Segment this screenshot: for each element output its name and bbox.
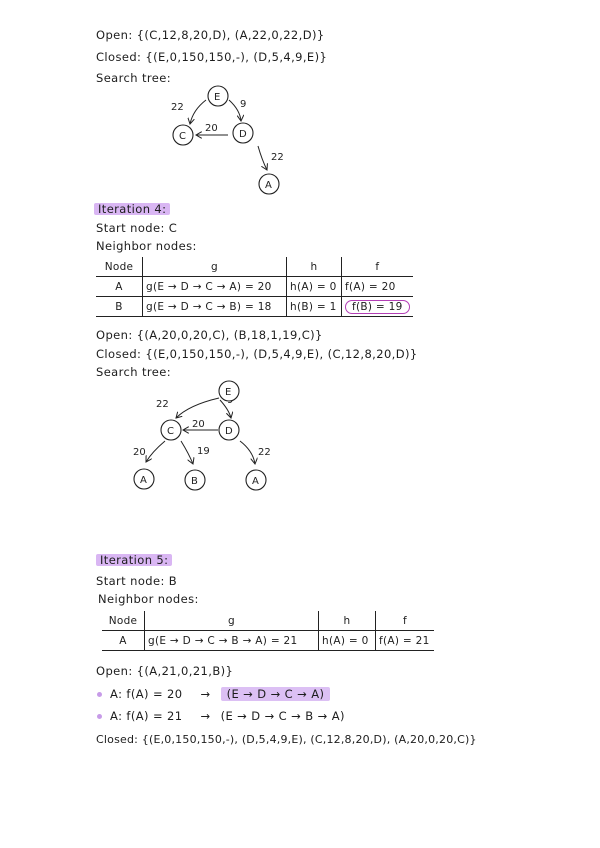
cell-g: g(E → D → C → B → A) = 21 <box>145 631 319 651</box>
tree-node <box>161 420 181 440</box>
cell-node: A <box>102 631 145 651</box>
search-tree-1 <box>171 86 284 194</box>
neighbor-nodes-label-4: Neighbor nodes: <box>96 239 197 253</box>
edge-label: 22 <box>156 399 169 410</box>
edge-d-a <box>258 146 267 170</box>
closed-list-1: Closed: {(E,0,150,150,-), (D,5,4,9,E)} <box>96 50 328 64</box>
svg-text:A: A <box>265 180 272 191</box>
neighbor-table-4 <box>96 257 413 317</box>
cell-node: A <box>96 277 143 297</box>
bullet-label: A: f(A) = 21 <box>110 709 183 723</box>
neighbor-table-5 <box>102 611 434 651</box>
edge-label: 9 <box>240 99 247 110</box>
edge-label: 20 <box>205 123 218 134</box>
iteration-5-title <box>96 553 172 567</box>
tree-node <box>219 381 239 401</box>
header-g: g <box>143 257 287 277</box>
tree-node <box>185 470 205 490</box>
edge-label: 22 <box>171 102 184 113</box>
cell-f: f(A) = 21 <box>376 631 435 651</box>
cell-h: h(B) = 1 <box>287 297 342 317</box>
iteration-4-title <box>94 202 170 216</box>
circled-min-f: f(B) = 19 <box>345 300 410 314</box>
edge-label: 20 <box>133 447 146 458</box>
table-header-row <box>96 257 413 277</box>
svg-text:A: A <box>252 476 259 487</box>
edge-c-b <box>181 441 193 464</box>
edge-label: 20 <box>192 419 205 430</box>
edge-c-a <box>146 441 165 462</box>
open-list-4: Open: {(A,20,0,20,C), (B,18,1,19,C)} <box>96 328 323 342</box>
cell-h: h(A) = 0 <box>319 631 376 651</box>
svg-text:C: C <box>167 426 174 437</box>
edge-label: 22 <box>271 152 284 163</box>
header-node: Node <box>96 257 143 277</box>
svg-text:D: D <box>239 129 247 140</box>
header-f: f <box>342 257 413 277</box>
edge-e-c <box>176 398 219 418</box>
bullet-item <box>97 687 330 701</box>
edge-d-a <box>240 441 255 464</box>
open-list-5: Open: {(A,21,0,21,B)} <box>96 664 234 678</box>
search-tree-label-4: Search tree: <box>96 365 171 379</box>
iteration-5-title-text: Iteration 5: <box>96 554 172 566</box>
cell-g: g(E → D → C → A) = 20 <box>143 277 287 297</box>
cell-g: g(E → D → C → B) = 18 <box>143 297 287 317</box>
tree-node <box>219 420 239 440</box>
header-h: h <box>287 257 342 277</box>
bullet-dot <box>97 692 102 697</box>
svg-text:D: D <box>225 426 233 437</box>
table-row <box>96 277 413 297</box>
tree-node <box>259 174 279 194</box>
table-row <box>96 297 413 317</box>
svg-text:E: E <box>214 92 221 103</box>
cell-f <box>342 297 413 317</box>
header-node: Node <box>102 611 145 631</box>
edge-e-c <box>190 100 206 124</box>
header-h: h <box>319 611 376 631</box>
tree-node <box>208 86 228 106</box>
header-g: g <box>145 611 319 631</box>
table-row <box>102 631 434 651</box>
svg-text:E: E <box>225 387 232 398</box>
svg-text:C: C <box>179 131 186 142</box>
iteration-4-title-text: Iteration 4: <box>94 203 170 215</box>
bullet-item <box>97 709 345 723</box>
edge-label: 22 <box>258 447 271 458</box>
tree-node <box>173 125 193 145</box>
arrow-glyph: → <box>200 687 211 701</box>
search-tree-2 <box>133 381 271 490</box>
table-header-row <box>102 611 434 631</box>
open-list-1: Open: {(C,12,8,20,D), (A,22,0,22,D)} <box>96 28 325 42</box>
closed-list-5: Closed: {(E,0,150,150,-), (D,5,4,9,E), (C,12,8,20,D), (A,20,0,20,C)} <box>96 733 477 746</box>
edge-label: 19 <box>197 446 210 457</box>
cell-node: B <box>96 297 143 317</box>
neighbor-nodes-label-5: Neighbor nodes: <box>98 592 199 606</box>
tree-node <box>246 470 266 490</box>
arrow-glyph: → <box>200 709 211 723</box>
search-tree-label-1: Search tree: <box>96 71 171 85</box>
cell-f: f(A) = 20 <box>342 277 413 297</box>
svg-text:B: B <box>191 476 198 487</box>
bullet-dot <box>97 714 102 719</box>
svg-text:A: A <box>140 475 147 486</box>
header-f: f <box>376 611 435 631</box>
highlighted-path: (E → D → C → A) <box>221 687 331 701</box>
closed-list-4: Closed: {(E,0,150,150,-), (D,5,4,9,E), (C,12,8,20,D)} <box>96 347 418 361</box>
tree-node <box>134 469 154 489</box>
tree-node <box>233 123 253 143</box>
bullet-label: A: f(A) = 20 <box>110 687 183 701</box>
start-node-4: Start node: C <box>96 221 178 235</box>
path-text: (E → D → C → B → A) <box>220 709 345 723</box>
start-node-5: Start node: B <box>96 574 178 588</box>
cell-h: h(A) = 0 <box>287 277 342 297</box>
